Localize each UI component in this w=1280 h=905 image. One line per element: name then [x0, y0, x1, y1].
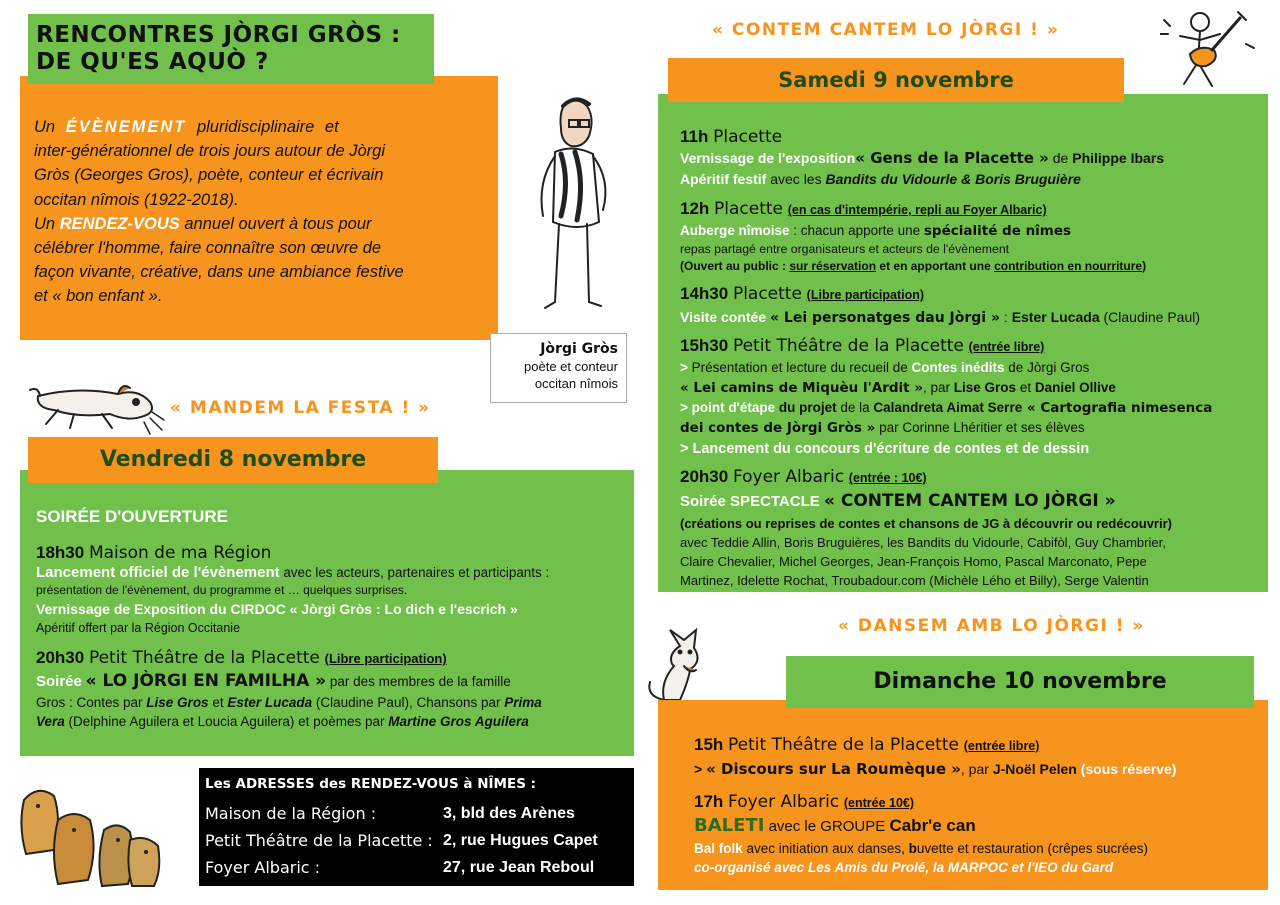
friday-content: SOIRÉE D'OUVERTURE 18h30 Maison de ma Région Lancement officiel de l'évènement avec les acteurs, partenaires et participants : présentation de l'évènement, du programme et … quelques surprises. Vernissage de Exposition du CIRDOC « Jòrgi Gròs : Lo dich e l'escrich » Apéritif offert par la Région Occitanie 20h30 Petit Théâtre de la Placette (Libre participation) Soirée « LO JÒRGI EN FAMILHA » par des membres de la famille Gros : Contes par Lise Gros et Ester Lucada (Claudine Paul), Chansons par Prima Vera (Delphine Aguilera et Loucia Aguilera) et poèmes par Martine Gros Aguilera — [36, 506, 628, 731]
portrait-name: Jòrgi Gròs — [540, 341, 618, 357]
saturday-tagline: « CONTEM CANTEM LO JÒRGI ! » — [712, 20, 1060, 40]
soiree-ouverture-title: SOIRÉE D'OUVERTURE — [36, 507, 229, 526]
intro-title-box — [28, 14, 434, 84]
saturday-day-title: Samedi 9 novembre — [778, 68, 1014, 92]
sunday-day-title: Dimanche 10 novembre — [873, 669, 1167, 694]
jorgi-gros-portrait — [515, 92, 625, 332]
friday-tagline: « MANDEM LA FESTA ! » — [170, 398, 431, 418]
dog-illustration — [18, 378, 168, 436]
friday-e1-place: Maison de ma Région — [88, 543, 272, 563]
cartoon-figures-illustration — [18, 780, 166, 890]
saturday-day-header — [668, 58, 1124, 102]
friday-day-title: Vendredi 8 novembre — [99, 447, 367, 472]
friday-e1-time: 18h30 — [36, 543, 85, 562]
lo-jorgi-en-familha: « LO JÒRGI EN FAMILHA » — [85, 671, 327, 691]
guitarist-illustration — [1160, 4, 1256, 94]
address-row: Foyer Albaric : 27, rue Jean Reboul — [205, 858, 595, 877]
intro-title-line2: DE QU'ES AQUÒ ? — [36, 49, 269, 75]
friday-e2-place: Petit Théâtre de la Placette — [88, 648, 320, 668]
addresses-title: Les ADRESSES des RENDEZ-VOUS à NÎMES : — [205, 776, 537, 792]
intro-text: Un ÉVÈNEMENT pluridisciplinaire et inter-générationnel de trois jours autour de Jòrgi Gròs (Georges Gros), poète, conteur et écrivain occitan nîmois (1922-2018). Un RENDEZ-VOUS annuel ouvert à tous pour célébrer l'homme, faire connaître son œuvre de façon vivante, créative, dans une ambiance festive et « bon enfant ». — [34, 118, 404, 306]
sunday-tagline: « DANSEM AMB LO JÒRGI ! » — [838, 616, 1145, 636]
saturday-content: 11h Placette Vernissage de l'exposition« Gens de la Placette » de Philippe Ibars Apéritif festif avec les Bandits du Vidourle & Boris Bruguière 12h Placette (en cas d'intempérie, repli au Foyer Albaric) Auberge nîmoise : chacun apporte une spécialité de nîmes repas partagé entre organisateurs et acteurs de l'évènement (Ouvert au public : sur réservation et en apportant une contribution en nourriture) 14h30 Placette (Libre participation) Visite contée « Lei personatges dau Jòrgi » : Ester Lucada (Claudine Paul) 15h30 Petit Théâtre de la Placette (entrée libre) > Présentation et lecture du recueil de Contes inédits de Jòrgi Gros « Lei camins de Miquèu l'Ardit », par Lise Gros et Daniel Ollive > point d'étape du projet de la Calandreta Aimat Serre « Cartografia nimesenca dei contes de Jòrgi Gròs » par Corinne Lhéritier et ses élèves > Lancement du concours d'écriture de contes et de dessin 20h30 Foyer Albaric (entrée : 10€) Soirée SPECTACLE « CONTEM CANTEM LO JÒRGI » (créations ou reprises de contes et chansons de JG à découvrir ou redécouvrir) avec Teddie Allin, Boris Bruguières, les Bandits du Vidourle, Cabifòl, Guy Chambrier, Claire Chevalier, Michel Georges, Jean-François Homo, Pascal Marconato, Pepe Martinez, Idelette Rochat, Troubadour.com (Michèle Lého et Billy), Serge Valentin — [680, 127, 1213, 588]
baleti-title: BALETI — [694, 815, 765, 836]
portrait-caption-line1: poète et conteur — [524, 359, 618, 374]
portrait-caption-line2: occitan nîmois — [534, 376, 618, 391]
address-row: Petit Théâtre de la Placette : 2, rue Hugues Capet — [205, 831, 598, 850]
evenement-highlight: ÉVÈNEMENT — [65, 118, 187, 136]
address-row: Maison de la Région : 3, bld des Arènes — [205, 804, 575, 823]
addresses-box — [199, 768, 634, 886]
intro-title-line1: RENCONTRES JÒRGI GRÒS : — [36, 22, 401, 48]
cat-illustration — [640, 626, 730, 704]
friday-day-header — [28, 437, 438, 483]
friday-e2-time: 20h30 — [36, 648, 85, 667]
sunday-day-header — [786, 656, 1254, 708]
portrait-caption-box — [490, 333, 627, 403]
rendez-vous-highlight: RENDEZ-VOUS — [59, 214, 180, 233]
sunday-content: 15h Petit Théâtre de la Placette (entrée libre) > « Discours sur La Roumèque », par J-Noël Pelen (sous réserve) 17h Foyer Albaric (entrée 10€) BALETI avec le GROUPE Cabr'e can Bal folk avec initiation aux danses, buvette et restauration (crêpes sucrées) co-organisé avec Les Amis du Prolé, la MARPOC et l'IEO du Gard — [694, 735, 1177, 875]
